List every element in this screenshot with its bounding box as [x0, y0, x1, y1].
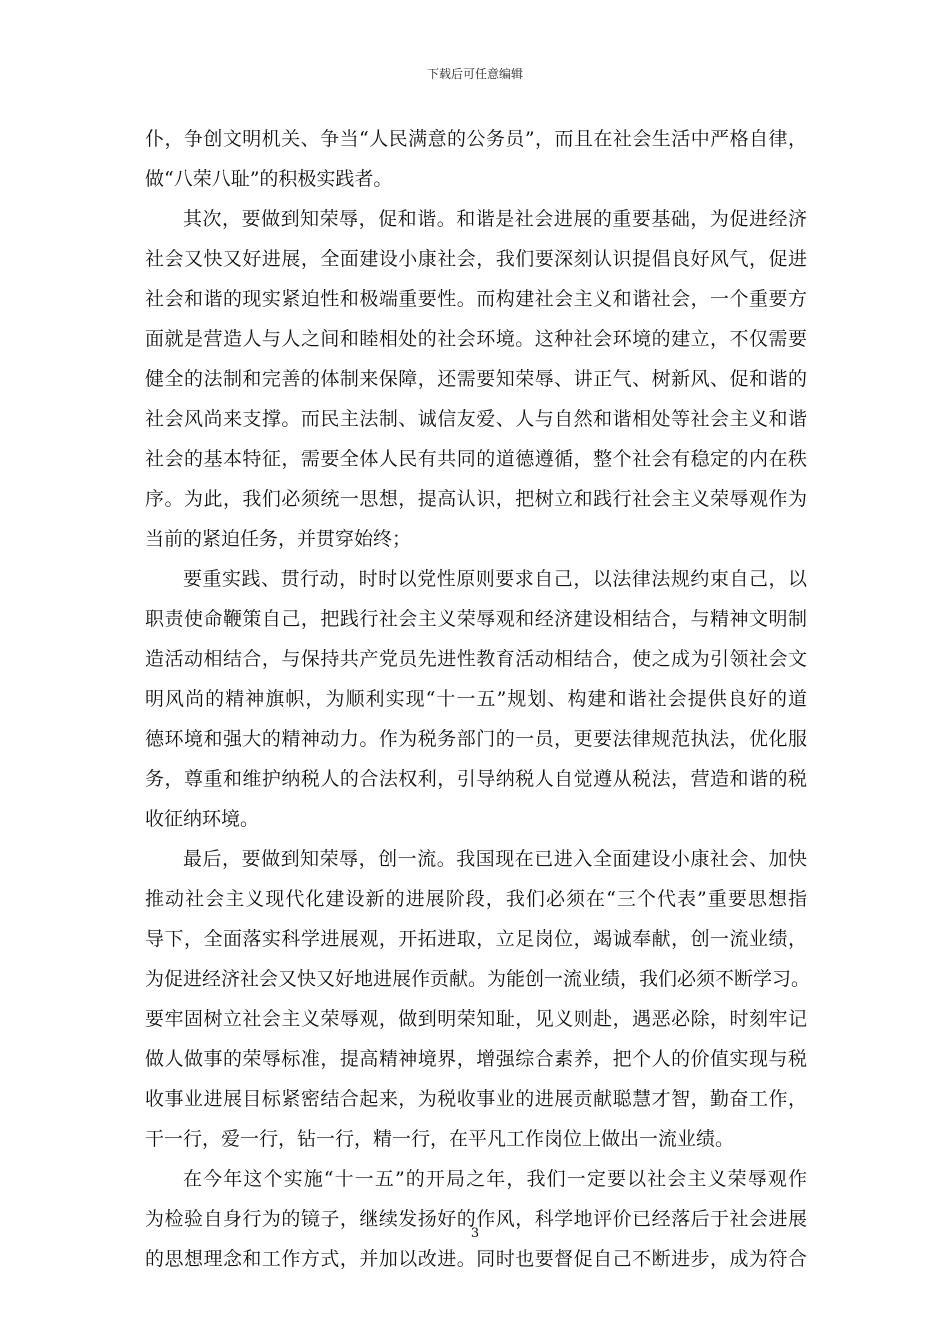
text-line: 最后，要做到知荣辱，创一流。我国现在已进入全面建设小康社会、加快: [183, 848, 807, 870]
page-header: 下载后可任意编辑: [426, 67, 523, 81]
text-line: 社会风尚来支撑。而民主法制、诚信友爱、人与自然和谐相处等社会主义和谐: [145, 408, 807, 430]
text-line: 职责使命鞭策自己，把践行社会主义荣辱观和经济建设相结合，与精神文明制: [145, 608, 807, 630]
text-line: 做“八荣八耻”的积极实践者。: [145, 168, 393, 190]
text-line: 面就是营造人与人之间和睦相处的社会环境。这种社会环境的建立，不仅需要: [145, 328, 807, 350]
text-line: 在今年这个实施“十一五”的开局之年，我们一定要以社会主义荣辱观作: [183, 1168, 807, 1190]
text-line: 社会和谐的现实紧迫性和极端重要性。而构建社会主义和谐社会，一个重要方: [145, 288, 807, 310]
text-line: 推动社会主义现代化建设新的进展阶段，我们必须在“三个代表”重要思想指: [145, 888, 807, 910]
text-line: 为促进经济社会又快又好地进展作贡献。为能创一流业绩，我们必须不断学习。: [145, 968, 811, 990]
text-line: 当前的紧迫任务，并贯穿始终；: [145, 528, 412, 550]
text-line: 仆，争创文明机关、争当“人民满意的公务员”，而且在社会生活中严格自律，: [145, 128, 807, 150]
text-line: 收事业进展目标紧密结合起来，为税收事业的进展贡献聪慧才智，勤奋工作，: [145, 1088, 807, 1110]
text-line: 要重实践、贯行动，时时以党性原则要求自己，以法律法规约束自己，以: [183, 568, 807, 590]
text-line: 干一行，爱一行，钻一行，精一行，在平凡工作岗位上做出一流业绩。: [145, 1128, 735, 1150]
body-text: [145, 119, 811, 1279]
page-number: 3: [470, 1226, 480, 1241]
text-line: 健全的法制和完善的体制来保障，还需要知荣辱、讲正气、树新风、促和谐的: [145, 368, 807, 390]
text-line: 的思想理念和工作方式，并加以改进。同时也要督促自己不断进步，成为符合: [145, 1248, 807, 1270]
text-line: 导下，全面落实科学进展观，开拓进取，立足岗位，竭诚奉献，创一流业绩，: [145, 928, 807, 950]
text-line: 收征纳环境。: [145, 808, 260, 830]
text-line: 务，尊重和维护纳税人的合法权利，引导纳税人自觉遵从税法，营造和谐的税: [145, 768, 807, 790]
text-line: 要牢固树立社会主义荣辱观，做到明荣知耻，见义则赴，遇恶必除，时刻牢记: [145, 1008, 807, 1030]
text-line: 造活动相结合，与保持共产党员先进性教育活动相结合，使之成为引领社会文: [145, 648, 807, 670]
text-line: 社会的基本特征，需要全体人民有共同的道德遵循，整个社会有稳定的内在秩: [145, 448, 807, 470]
text-line: 社会又快又好进展，全面建设小康社会，我们要深刻认识提倡良好风气，促进: [145, 248, 807, 270]
text-line: 做人做事的荣辱标准，提高精神境界，增强综合素养，把个人的价值实现与税: [145, 1048, 807, 1070]
text-line: 明风尚的精神旗帜，为顺利实现“十一五”规划、构建和谐社会提供良好的道: [145, 688, 807, 710]
text-line: 为检验自身行为的镜子，继续发扬好的作风，科学地评价已经落后于社会进展: [145, 1208, 807, 1230]
text-line: 其次，要做到知荣辱，促和谐。和谐是社会进展的重要基础，为促进经济: [183, 208, 807, 230]
text-line: 序。为此，我们必须统一思想，提高认识，把树立和践行社会主义荣辱观作为: [145, 488, 807, 510]
text-line: 德环境和强大的精神动力。作为税务部门的一员，更要法律规范执法，优化服: [145, 728, 807, 750]
